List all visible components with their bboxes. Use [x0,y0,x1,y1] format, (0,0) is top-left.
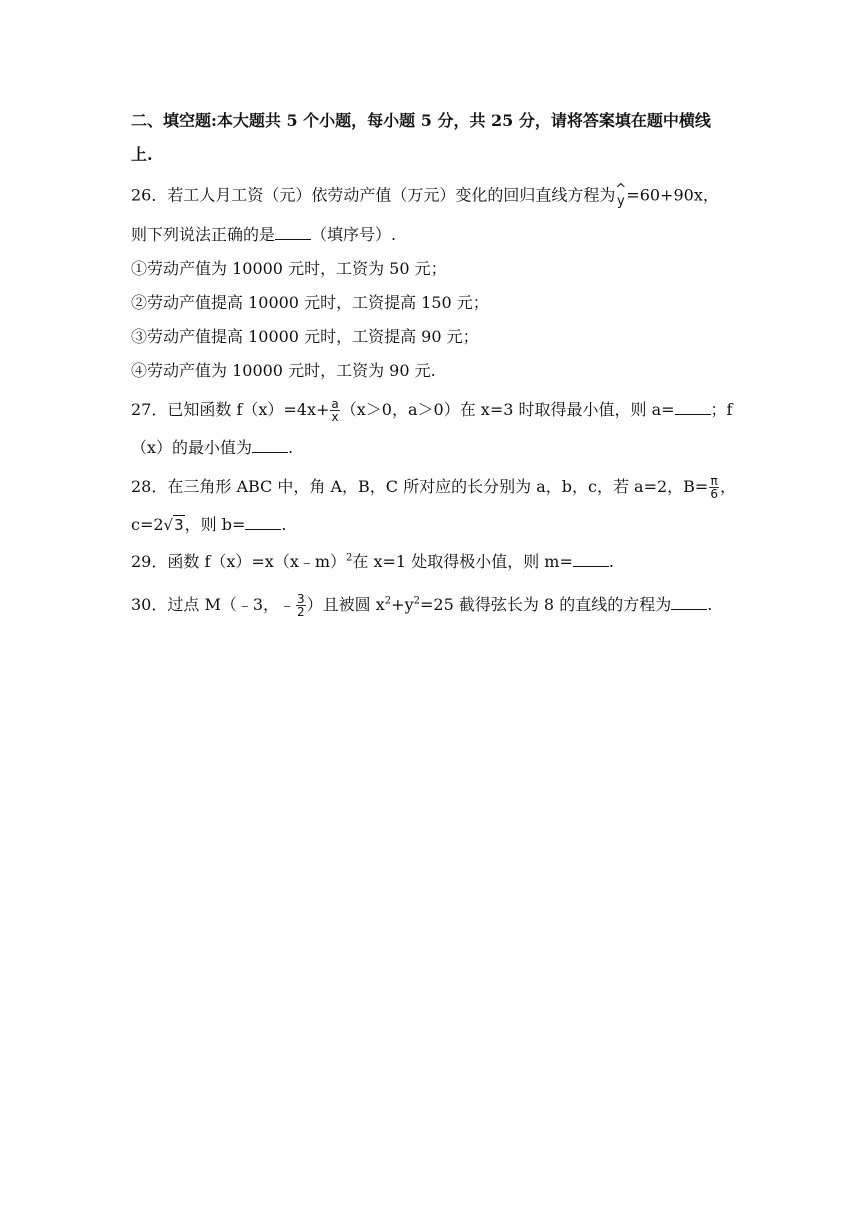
option-text: ④劳动产值为 10000 元时，工资为 90 元. [131,361,436,380]
q26-equation-rhs: =60+90x， [626,185,719,205]
q29-prompt-end: . [608,552,614,571]
q27-prompt: （x）的最小值为 [131,438,253,457]
fraction-a-over-x [330,398,339,423]
q26-line2 [131,225,740,245]
q29-text: 29．函数 f（x）=x（x﹣m） [131,552,347,571]
q26-prompt-end: （填序号）. [311,225,397,244]
q30-line [131,593,740,618]
q30-prompt: =25 截得弦长为 8 的直线的方程为 [419,595,672,614]
section-heading-cont [131,145,740,165]
option-text: ③劳动产值提高 10000 元时，工资提高 90 元； [131,327,479,346]
q28-line2 [131,515,740,535]
q30-circle-text: ）且被圆 x [306,595,385,614]
q27-line2 [131,438,740,458]
q28-prompt: ，则 b= [184,515,246,534]
section-heading [131,111,740,131]
q28-text: 28．在三角形 ABC 中，角 A，B，C 所对应的长分别为 a，b，c，若 a=2，B= [131,477,709,496]
section-heading-line2: 上. [131,145,153,164]
hat-glyph: ^ [615,182,627,197]
answer-blank[interactable] [245,515,281,530]
exponent: 2 [384,595,392,607]
option-text: ②劳动产值提高 10000 元时，工资提高 150 元； [131,293,489,312]
hat-variable: y [616,194,625,209]
q30-prompt-end: . [707,595,713,614]
q29-line [131,552,740,572]
q26-option-2 [131,293,740,313]
fraction-denominator: 2 [297,605,305,619]
answer-blank[interactable] [573,552,609,567]
q27-text: 27．已知函数 f（x）=4x+ [131,400,330,419]
option-text: ①劳动产值为 10000 元时，工资为 50 元； [131,259,447,278]
sqrt-radicand: 3 [174,516,184,534]
q26-option-1 [131,259,740,279]
q27-prompt-end: . [288,438,294,457]
fraction-numerator: 3 [297,592,305,606]
q26-line1 [131,184,740,208]
fraction-denominator: x [331,410,339,424]
q27-condition: （x＞0，a＞0）在 x=3 时取得最小值，则 a= [340,400,675,419]
q28-prompt-end: . [281,515,287,534]
y-hat-symbol [615,184,626,208]
answer-blank[interactable] [275,225,311,240]
fraction-numerator: π [710,474,718,488]
answer-blank[interactable] [675,400,711,415]
q28-text-end: ， [719,477,736,496]
fraction-numerator: a [331,397,339,411]
fraction-denominator: 6 [710,487,718,501]
exponent: 2 [413,595,420,607]
q28-line1 [131,475,740,500]
answer-blank[interactable] [252,438,288,453]
exponent: 2 [346,552,353,564]
q27-text-end: ；f [710,400,733,419]
section-heading-line1: 二、填空题:本大题共 5 个小题，每小题 5 分，共 25 分，请将答案填在题中横线 [131,111,711,130]
q26-option-4 [131,361,740,381]
sqrt-symbol: √3 [163,516,184,534]
answer-blank[interactable] [671,595,707,610]
q29-prompt: 在 x=1 处取得极小值，则 m= [352,552,573,571]
q30-text: 30．过点 M（﹣3，﹣ [131,595,296,614]
q26-text: 26．若工人月工资（元）依劳动产值（万元）变化的回归直线方程为 [131,185,616,205]
q26-option-3 [131,327,740,347]
q26-prompt: 则下列说法正确的是 [131,225,276,244]
fraction-pi-over-6 [709,475,719,500]
q27-line1 [131,398,740,423]
fraction-3-over-2 [296,593,306,618]
q28-c-value: c=2 [131,515,164,534]
q30-circle-text: +y [391,595,414,614]
